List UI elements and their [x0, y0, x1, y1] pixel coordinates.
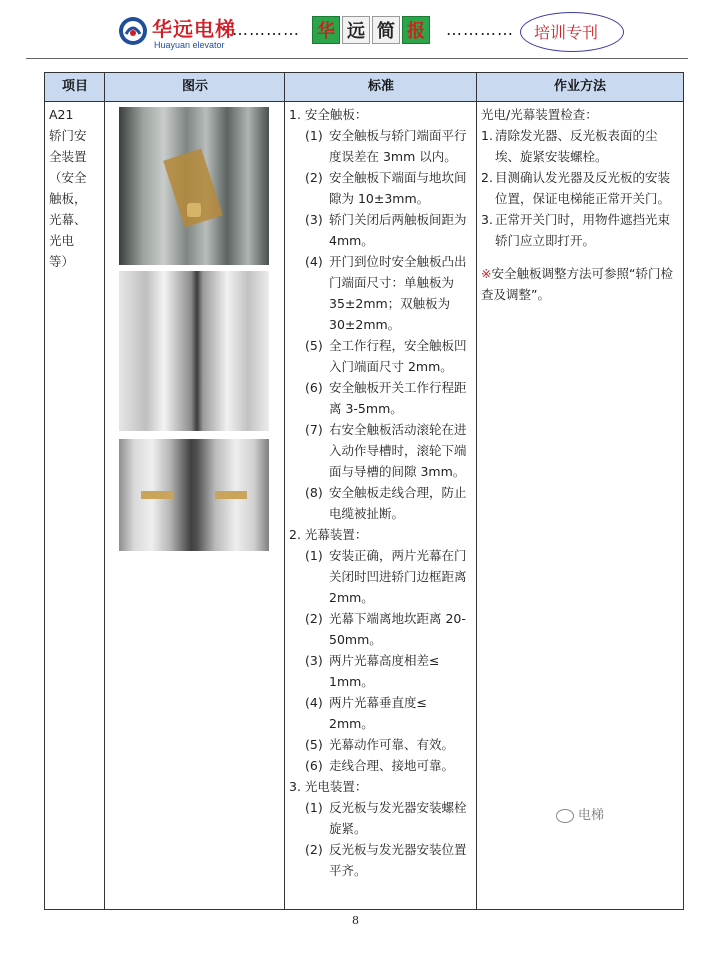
title-char-4: 报	[402, 16, 430, 44]
list-item: (3) 轿门关闭后两触板间距为 4mm。	[305, 212, 467, 248]
header-dots-left: …………	[232, 20, 300, 39]
safety-edge-photo	[119, 107, 269, 265]
photocell-photo	[119, 439, 269, 551]
method-step: 2. 目测确认发光器及反光板的安装位置，保证电梯能正常开关门。	[481, 170, 671, 206]
list-item: (1) 安全触板与轿门端面平行度误差在 3mm 以内。	[305, 128, 467, 164]
huayuan-logo-icon	[118, 16, 148, 46]
list-item: (5) 全工作行程，安全触板凹入门端面尺寸 2mm。	[305, 338, 467, 374]
item-line: 光幕、	[49, 212, 87, 227]
col-header-figure: 图示	[181, 79, 208, 94]
col-divider	[284, 73, 285, 909]
title-char-1: 华	[312, 16, 340, 44]
section-title: 1. 安全触板：	[289, 107, 368, 122]
method-title: 光电/光幕装置检查：	[481, 107, 598, 122]
item-line: 轿门安	[49, 128, 87, 143]
header-dots-right: …………	[446, 20, 514, 39]
list-item: (8) 安全触板走线合理，防止电缆被扯断。	[305, 485, 467, 521]
header-divider	[26, 58, 688, 59]
col-divider	[476, 73, 477, 909]
section-light-curtain	[289, 524, 471, 776]
list-item: (3) 两片光幕高度相差≤ 1mm。	[305, 653, 440, 689]
list-item: (4) 开门到位时安全触板凸出门端面尺寸：单触板为 35±2mm；双触板为 30±2mm。	[305, 254, 467, 332]
section-safety-edge	[289, 104, 471, 524]
roller-detail	[187, 203, 201, 217]
method-cell	[481, 101, 677, 305]
training-badge: 培训专刊	[534, 23, 599, 42]
page-number: 8	[352, 914, 359, 927]
section-photocell	[289, 776, 471, 881]
section-title: 2. 光幕装置：	[289, 527, 368, 542]
item-line: 全装置	[49, 149, 87, 164]
wechat-icon	[556, 809, 574, 823]
list-item: (2) 光幕下端离地坎距离 20-50mm。	[305, 611, 466, 647]
latch-detail-left	[141, 491, 173, 499]
light-curtain-photo	[119, 271, 269, 431]
list-item: (2) 安全触板下端面与地坎间隙为 10±3mm。	[305, 170, 467, 206]
watermark: 电梯	[556, 804, 604, 823]
list-item: (6) 安全触板开关工作行程距离 3-5mm。	[305, 380, 467, 416]
item-line: （安全	[49, 170, 87, 185]
method-step: 3. 正常开关门时，用物件遮挡光束轿门应立即打开。	[481, 212, 671, 248]
method-step: 1. 清除发光器、反光板表面的尘埃、旋紧安装螺栓。	[481, 128, 658, 164]
list-item: (1) 反光板与发光器安装螺栓旋紧。	[305, 800, 467, 836]
item-line: 触板，	[49, 191, 87, 206]
item-line: 等）	[49, 254, 75, 269]
col-header-item: 项目	[61, 79, 88, 94]
logo-cn-text: 华远电梯	[152, 17, 236, 41]
standards-table	[44, 72, 684, 910]
standard-cell	[289, 101, 471, 881]
page-header	[0, 0, 720, 62]
note-mark-icon: ※	[481, 266, 492, 281]
list-item: (7) 右安全触板活动滚轮在进入动作导槽时，滚轮下端面与导槽的间隙 3mm。	[305, 422, 467, 479]
logo-en-text: Huayuan elevator	[154, 40, 225, 50]
latch-detail-right	[215, 491, 247, 499]
item-cell	[49, 101, 103, 272]
item-code: A21	[49, 107, 74, 122]
list-item: (2) 反光板与发光器安装位置平齐。	[305, 842, 467, 878]
list-item: (5) 光幕动作可靠、有效。	[305, 737, 455, 752]
method-note: ※安全触板调整方法可参照“轿门检查及调整”。	[481, 266, 673, 302]
col-divider	[104, 73, 105, 909]
item-line: 光电	[49, 233, 75, 248]
col-header-standard: 标准	[367, 79, 394, 94]
list-item: (1) 安装正确，两片光幕在门关闭时凹进轿门边框距离 2mm。	[305, 548, 467, 605]
newsletter-title	[312, 16, 430, 44]
table-header-row	[45, 73, 683, 102]
col-header-method: 作业方法	[553, 79, 606, 94]
title-char-2: 远	[342, 16, 370, 44]
section-title: 3. 光电装置：	[289, 779, 368, 794]
list-item: (4) 两片光幕垂直度≤ 2mm。	[305, 695, 427, 731]
title-char-3: 简	[372, 16, 400, 44]
list-item: (6) 走线合理、接地可靠。	[305, 758, 455, 773]
